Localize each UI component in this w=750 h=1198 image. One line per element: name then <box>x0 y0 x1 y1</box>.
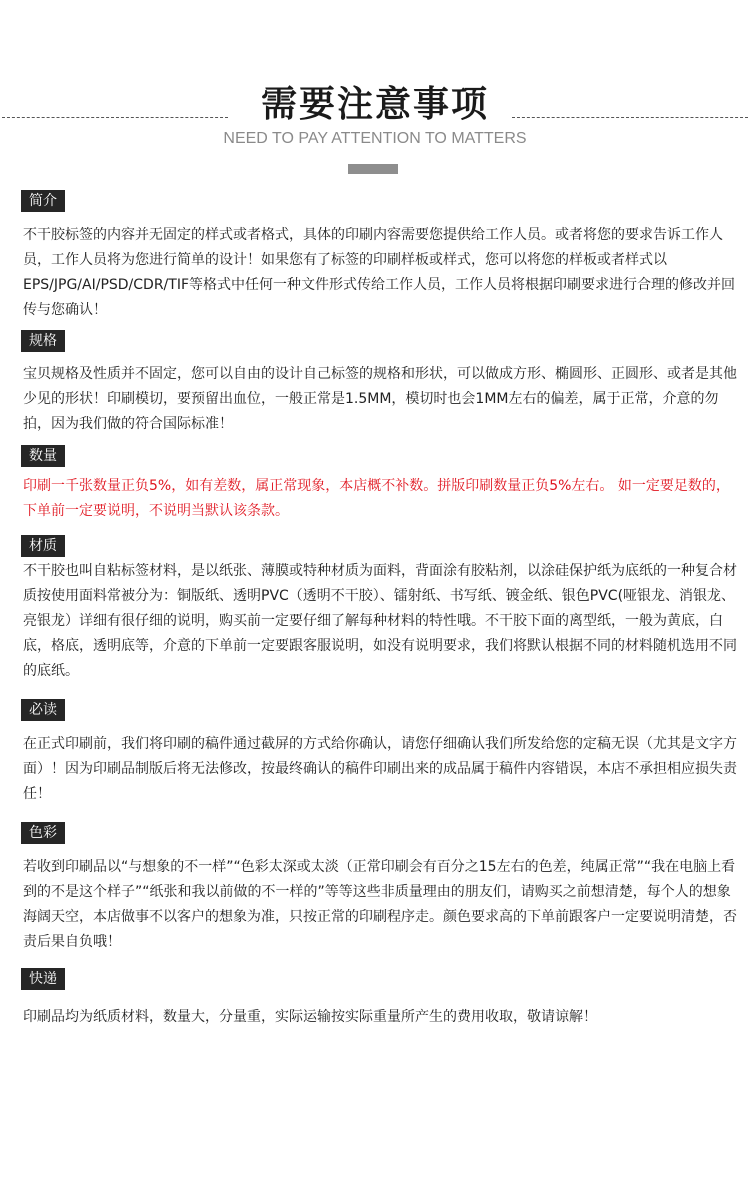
section-text: 不干胶标签的内容并无固定的样式或者格式，具体的印刷内容需要您提供给工作人员。或者将您的要求告诉工作人员，工作人员将为您进行简单的设计！如果您有了标签的印刷样板或样式，您可以将您的样板或者样式以EPS/JPG/AI/PSD/CDR/TIF等格式中任何一种文件形式传给工作人员，工作人员将根据印刷要求进行合理的修改并回传与您确认！ <box>23 227 736 318</box>
section-label: 简介 <box>21 190 65 212</box>
section-intro <box>23 190 740 323</box>
section-label: 快递 <box>21 968 65 990</box>
section-text: 若收到印刷品以“与想象的不一样”“色彩太深或太淡（正常印刷会有百分之15左右的色差，纯属正常”“我在电脑上看到的不是这个样子”“纸张和我以前做的不一样的”等等这些非质量理由的朋友们，请购买之前想清楚，每个人的想象海阔天空，本店做事不以客户的想象为准，只按正常的印刷程序走。颜色要求高的下单前跟客户一定要说明清楚，否责后果自负哦！ <box>23 859 737 950</box>
section-text: 印刷一千张数量正负5%，如有差数，属正常现象，本店概不补数。拼版印刷数量正负5%左右。 如一定要足数的，下单前一定要说明，不说明当默认该条款。 <box>23 478 730 519</box>
page-subtitle: NEED TO PAY ATTENTION TO MATTERS <box>223 130 527 147</box>
section-label: 材质 <box>21 535 65 557</box>
section-must-read <box>23 699 740 807</box>
page-title: 需要注意事项 <box>260 84 489 125</box>
section-label: 规格 <box>21 330 65 352</box>
section-text: 不干胶也叫自粘标签材料，是以纸张、薄膜或特种材质为面料，背面涂有胶粘剂，以涂硅保护纸为底纸的一种复合材质按使用面料常被分为：铜版纸、透明PVC（透明不干胶）、镭射纸、书写纸、镀金纸、银色PVC(哑银龙、消银龙、亮银龙）详细有很仔细的说明，购买前一定要仔细了解每种材料的特性哦。不干胶下面的离型纸，一般为黄底，白底，格底，透明底等，介意的下单前一定要跟客服说明，如没有说明要求，我们将默认根据不同的材料随机选用不同的底纸。 <box>23 563 737 679</box>
section-text: 印刷品均为纸质材料，数量大，分量重，实际运输按实际重量所产生的费用收取，敬请谅解！ <box>23 1009 597 1025</box>
title-underline-bar <box>348 164 398 174</box>
section-text: 宝贝规格及性质并不固定，您可以自由的设计自己标签的规格和形状，可以做成方形、椭圆形、正圆形、或者是其他少见的形状！印刷模切，要预留出血位，一般正常是1.5MM，模切时也会1MM左右的偏差，属于正常，介意的勿拍，因为我们做的符合国际标准！ <box>23 366 737 432</box>
section-label: 必读 <box>21 699 65 721</box>
section-spec <box>23 330 740 437</box>
section-label: 色彩 <box>21 822 65 844</box>
section-label: 数量 <box>21 445 65 467</box>
section-quantity <box>23 445 740 524</box>
section-color <box>23 822 740 955</box>
header <box>0 0 750 180</box>
section-text: 在正式印刷前，我们将印刷的稿件通过截屏的方式给你确认，请您仔细确认我们所发给您的定稿无误（尤其是文字方面）！因为印刷品制版后将无法修改，按最终确认的稿件印刷出来的成品属于稿件内容错误，本店不承担相应损失责任！ <box>23 736 737 802</box>
section-material <box>23 535 740 684</box>
section-shipping <box>23 968 740 1030</box>
